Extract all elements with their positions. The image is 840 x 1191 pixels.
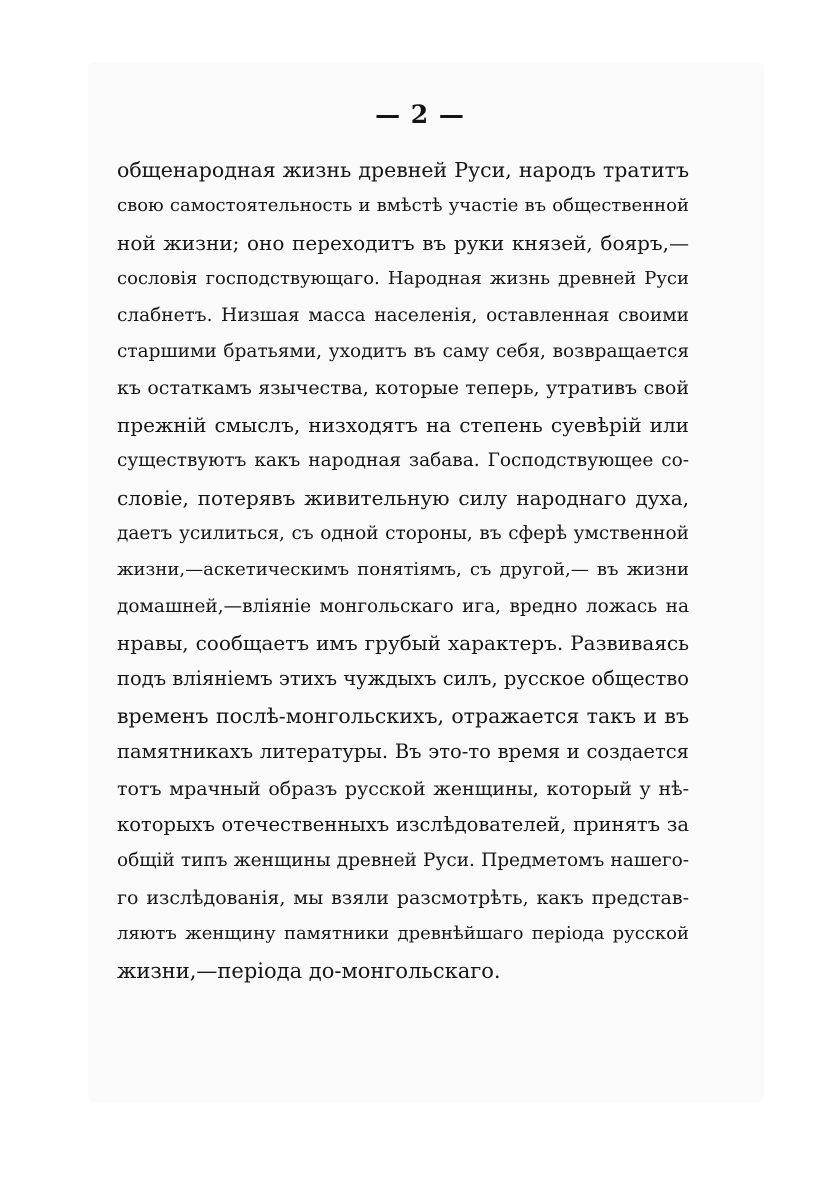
text-line: которыхъ отечественныхъ изслѣдователей, принятъ за	[117, 813, 689, 837]
text-line: старшими братьями, уходитъ въ саму себя, возвращается	[117, 340, 689, 362]
text-line: къ остаткамъ язычества, которые теперь, утративъ свой	[117, 377, 689, 400]
text-line: существуютъ какъ народная забава. Господствующее со-	[117, 450, 689, 472]
text-line: даетъ усилиться, съ одной стороны, въ сферѣ умственной	[117, 522, 689, 544]
text-line: памятникахъ литературы. Въ это-то время и создается	[117, 740, 689, 764]
text-line: го изслѣдованія, мы взяли разсмотрѣть, какъ представ-	[117, 886, 689, 909]
text-line: ляютъ женщину памятники древнѣйшаго періода русской	[117, 923, 689, 945]
text-line: свою самостоятельность и вмѣстѣ участіе въ общественной	[117, 195, 689, 217]
text-line: словіе, потерявъ живительную силу народнаго духа,	[117, 485, 689, 510]
text-line: жизни,—аскетическимъ понятіямъ, съ другой,— въ жизни	[117, 559, 689, 581]
text-line: домашней,—вліяніе монгольскаго ига, вредно ложась на	[117, 595, 689, 617]
text-line: общій типъ женщины древней Руси. Предметомъ нашего-	[117, 850, 689, 872]
text-line: слабнетъ. Низшая масса населенія, оставленная своими	[117, 304, 689, 326]
text-line: прежній смыслъ, низходятъ на степень суевѣрій или	[117, 412, 689, 437]
text-line: ной жизни; оно переходитъ въ руки князей, бояръ,—	[117, 230, 689, 255]
page-number: — 2 —	[375, 100, 465, 129]
text-line: сословія господствующаго. Народная жизнь древней Руси	[117, 268, 689, 290]
text-line: тотъ мрачный образъ русской женщины, который у нѣ-	[117, 777, 689, 800]
body-text	[117, 152, 689, 989]
text-line: нравы, сообщаетъ имъ грубый характеръ. Развиваясь	[117, 631, 689, 656]
text-line: жизни,—періода до-монгольскаго.	[117, 958, 501, 983]
text-line: общенародная жизнь древней Руси, народъ тратитъ	[117, 158, 689, 182]
text-line: временъ послѣ-монгольскихъ, отражается такъ и въ	[117, 703, 689, 728]
text-line: подъ вліяніемъ этихъ чуждыхъ силъ, русское общество	[117, 667, 689, 691]
